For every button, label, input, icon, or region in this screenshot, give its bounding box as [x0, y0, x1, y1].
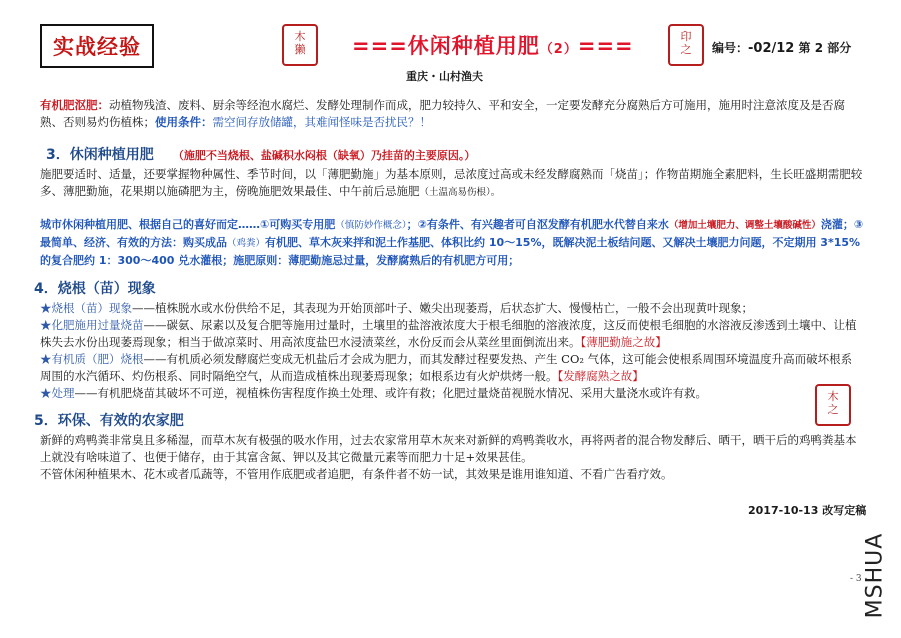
revision-date: 2017-10-13 改写定稿	[748, 504, 867, 517]
item-text: ——有机肥烧苗其破坏不可逆，视植株伤害程度作换土处理、或许有救；化肥过量烧苗视脱水情况、采用大量浇水或许有救。	[74, 386, 707, 400]
section-5-paragraph-1: 新鲜的鸡鸭粪非常臭且多稀湿，而草木灰有极强的吸水作用，过去农家常用草木灰来对新鲜的鸡鸭粪收水，再将两者的混合物发酵后、晒干，晒干后的鸡鸭粪基本上就没有啥味道了、也便于储存，由于其富含氮、钾以及其它微量元素等而肥力十足+效果甚佳。	[40, 433, 857, 464]
section-3-blue-paragraph	[40, 216, 866, 269]
item-label: ★有机质（肥）烧根	[40, 352, 144, 366]
intro-text: 动植物残渣、废料、厨余等经泡水腐烂、发酵处理制作而成，肥力较持久、平和安全，一定要发酵充分腐熟后方可施用，施用时注意浓度及是否腐熟、否则易灼伤植株；	[40, 98, 845, 129]
blue-small-a: （慎防妙作概念）	[335, 220, 407, 231]
title-main: ===休闲种植用肥	[352, 34, 540, 58]
item-tag: 【薄肥勤施之故】	[580, 335, 667, 349]
blue-text-c: 浇灌；③最简单、经济、有效的方法：购买成品	[40, 218, 864, 249]
item-tag: 【发酵腐熟之故】	[557, 369, 644, 383]
seal-char: 之	[680, 43, 692, 56]
section-4-heading: 4．烧根（苗）现象	[34, 281, 156, 297]
section-3-heading: 3．休闲种植用肥	[46, 147, 154, 163]
section-3-body	[40, 166, 866, 201]
watermark-text: MSHUA	[862, 532, 888, 618]
blue-small-c: （鸡粪）	[227, 238, 266, 249]
page-number: - 3 -	[850, 574, 868, 584]
blue-text-d: 有机肥、草木灰来拌和泥土作基肥、体积比约 10～15%，既解决泥土板结问题、又解决土壤肥力问题，不定期用 3*15%的复合肥约 1：300～400 兑水灌根；施肥原则：薄肥勤施忌过量，发酵腐熟后的有机肥方可用；	[40, 236, 861, 267]
seal-stamp-left	[282, 24, 318, 66]
seal-stamp-right	[668, 24, 704, 66]
watermark	[860, 520, 890, 630]
seal-char: 獭	[294, 43, 306, 56]
section-4-list	[40, 300, 860, 402]
title-end: ===	[577, 34, 634, 58]
serial-value: -02/12	[748, 41, 795, 56]
seal-stamp-inline	[815, 384, 851, 426]
condition-text: 需空间存放储罐，其难闻怪味是否扰民？！	[212, 115, 431, 129]
list-item	[40, 317, 860, 351]
item-text: ——有机质必须发酵腐烂变成无机盐后才会成为肥力，而其发酵过程要发热、产生 CO₂ 气体，这可能会使根系周围环境温度升高而破坏根系周围的水汽循环、灼伤根系、同时隔绝空气，从而造成植株出现萎焉现象；如根系边有火炉烘烤一般。	[40, 352, 853, 383]
serial-label: 编号：	[712, 41, 749, 55]
item-text: ——碳氨、尿素以及复合肥等施用过量时，土壤里的盐溶液浓度大于根毛细胞的溶液浓度，这反而使根毛细胞的水溶液反渗透到土壤中、让植株失去水份出现萎焉现象；相当于做凉菜时、用高浓度盐巴水浸渍菜丝，水份反而会从菜丝里面倒流出来。	[40, 318, 857, 349]
section-5-body	[40, 432, 866, 483]
author: 重庆・山村渔夫	[406, 70, 483, 83]
serial-part: 第 2 部分	[798, 41, 852, 55]
seal-char: 木	[294, 30, 306, 43]
section-3-note: （施肥不当烧根、盐碱积水闷根（缺氧）乃挂苗的主要原因。）	[172, 149, 476, 162]
serial-number	[712, 39, 851, 56]
item-label: ★化肥施用过量烧苗	[40, 318, 144, 332]
seal-char: 之	[827, 403, 839, 416]
blue-text-a: 城市休闲种植用肥、根据自己的喜好而定……①可购买专用肥	[40, 218, 336, 231]
seal-char: 木	[827, 390, 839, 403]
item-label: ★处理	[40, 386, 75, 400]
section-5-heading: 5．环保、有效的农家肥	[34, 413, 184, 429]
list-item	[40, 385, 860, 402]
red-note: （增加土壤肥力、调整土壤酸碱性）	[668, 220, 821, 231]
item-label: ★烧根（苗）现象	[40, 301, 132, 315]
item-text: ——植株脱水或水份供给不足，其表现为开始顶部叶子、嫩尖出现萎焉，后状态扩大、慢慢枯亡，一般不会出现黄叶现象；	[132, 301, 753, 315]
section-3-text: 施肥要适时、适量，还要掌握物种属性、季节时间，以「薄肥勤施」为基本原则，忌浓度过高或未经发酵腐熟而「烧苗」；作物苗期施全素肥料，生长旺盛期需肥较多、薄肥勤施，花果期以施磷肥为主，傍晚施肥效果最佳、中午前后忌施肥	[40, 167, 863, 198]
page-title	[352, 30, 634, 60]
section-5-paragraph-2: 不管休闲种植果木、花木或者瓜蔬等，不管用作底肥或者追肥，有条件者不妨一试，其效果是谁用谁知道、不看广告看疗效。	[40, 467, 673, 481]
intro-paragraph	[40, 97, 866, 131]
intro-label: 有机肥沤肥：	[40, 98, 109, 112]
condition-label: 使用条件：	[155, 115, 213, 129]
title-part: （2）	[539, 42, 578, 57]
section-badge: 实战经验	[40, 24, 154, 68]
seal-char: 印	[680, 30, 692, 43]
list-item	[40, 300, 860, 317]
list-item	[40, 351, 860, 385]
section-3-small: （土温高易伤根）。	[419, 187, 501, 198]
blue-text-b: ；②有条件、有兴趣者可自沤发酵有机肥水代替自来水	[406, 218, 669, 231]
section-3-header	[46, 144, 475, 164]
